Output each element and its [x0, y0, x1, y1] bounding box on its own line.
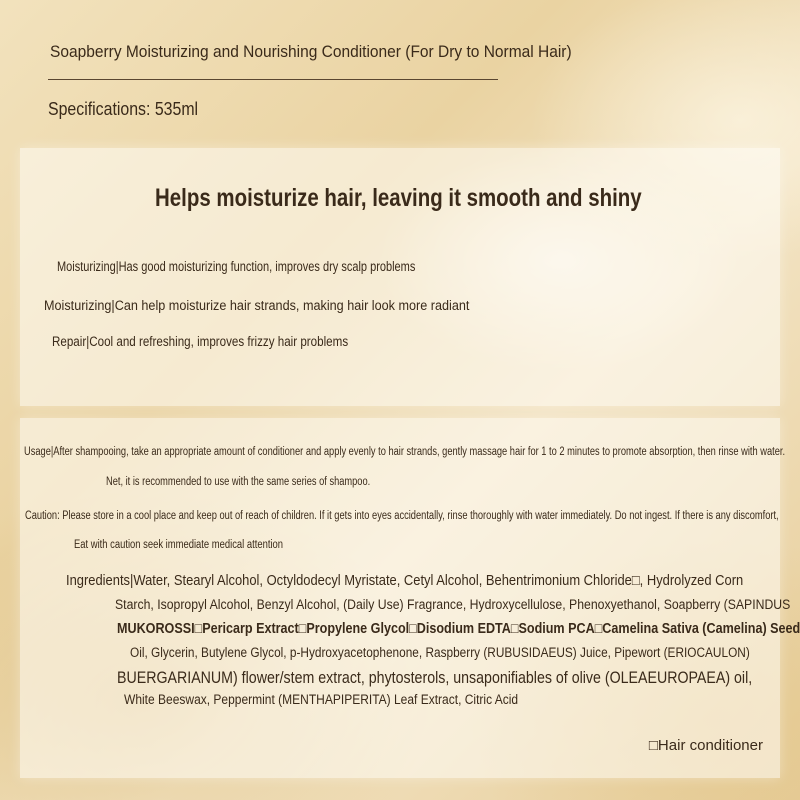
caution-text-continued: Eat with caution seek immediate medical attention: [74, 539, 284, 551]
benefit-item: Moisturizing|Can help moisturize hair strands, making hair look more radiant: [44, 298, 470, 313]
benefit-item: Moisturizing|Has good moisturizing function, improves dry scalp problems: [57, 259, 416, 274]
product-type-label: □Hair conditioner: [648, 737, 763, 754]
specifications: Specifications: 535ml: [48, 99, 199, 119]
ingredients-line: Ingredients|Water, Stearyl Alcohol, Octyldodecyl Myristate, Cetyl Alcohol, Behentrimonium Chloride□, Hydrolyzed Corn: [66, 572, 744, 589]
product-title: Soapberry Moisturizing and Nourishing Conditioner (For Dry to Normal Hair): [50, 42, 572, 61]
usage-text-continued: Net, it is recommended to use with the same series of shampoo.: [106, 476, 371, 488]
ingredients-line: BUERGARIANUM) flower/stem extract, phytosterols, unsaponifiables of olive (OLEAEUROPAEA) oil,: [117, 668, 753, 687]
ingredients-line: Oil, Glycerin, Butylene Glycol, p-Hydroxyacetophenone, Raspberry (RUBUSIDAEUS) Juice, Pipewort (ERIOCAULON): [130, 645, 750, 660]
title-divider: [48, 79, 498, 80]
ingredients-line: White Beeswax, Peppermint (MENTHAPIPERITA) Leaf Extract, Citric Acid: [124, 692, 519, 707]
usage-text: Usage|After shampooing, take an appropriate amount of conditioner and apply evenly to hair strands, gently massage hair for 1 to 2 minutes to promote absorption, then rinse with water.: [24, 446, 786, 458]
benefit-item: Repair|Cool and refreshing, improves frizzy hair problems: [52, 334, 349, 349]
benefits-headline: Helps moisturize hair, leaving it smooth and shiny: [155, 184, 642, 212]
ingredients-line: Starch, Isopropyl Alcohol, Benzyl Alcohol, (Daily Use) Fragrance, Hydroxycellulose, Phenoxyethanol, Soapberry (SAPINDUS: [115, 597, 791, 612]
ingredients-line: MUKOROSSI□Pericarp Extract□Propylene Glycol□Disodium EDTA□Sodium PCA□Camelina Sativa (Camelina) Seed: [117, 621, 800, 637]
caution-text: Caution: Please store in a cool place and keep out of reach of children. If it gets into eyes accidentally, rinse thoroughly with water immediately. Do not ingest. If there is any discomfort,: [25, 510, 779, 522]
